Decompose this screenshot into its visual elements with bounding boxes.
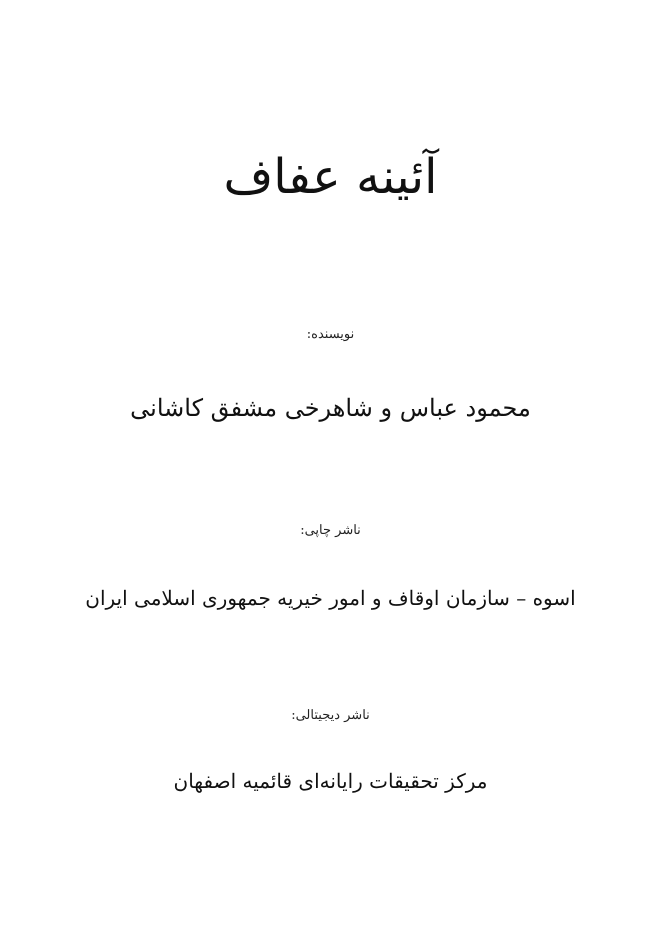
print-publisher-label: ناشر چاپی: bbox=[300, 523, 361, 538]
digital-publisher-label: ناشر دیجیتالی: bbox=[291, 708, 370, 723]
print-publisher-name: اسوه – سازمان اوقاف و امور خیریه جمهوری اسلامی ایران bbox=[85, 586, 576, 610]
author-label: نویسنده: bbox=[306, 327, 355, 342]
digital-publisher-name: مرکز تحقیقات رایانه‌ای قائمیه اصفهان bbox=[173, 769, 488, 793]
document-title: آئینه عفاف bbox=[223, 149, 438, 205]
author-name: محمود عباس و شاهرخی مشفق کاشانی bbox=[130, 394, 531, 422]
